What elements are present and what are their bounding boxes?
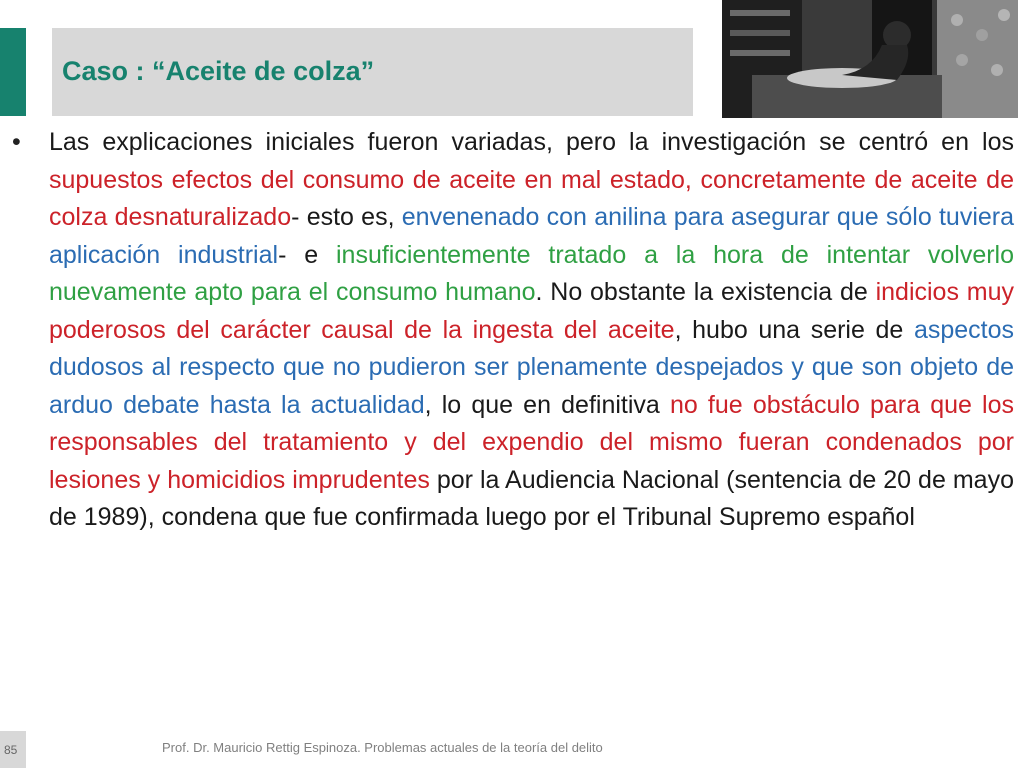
paragraph-segment: envenenado con anilina para asegurar que sólo tuviera aplicación industrial — [49, 203, 1015, 269]
title-accent-bar — [0, 28, 26, 116]
paragraph-segment: no fue obstáculo para que los responsables del tratamiento y del expendio del mismo fueran condenados por lesiones y homicidios imprudentes — [49, 390, 1015, 494]
paragraph-segment: - esto es, — [291, 203, 402, 231]
page-number: 85 — [4, 743, 18, 757]
paragraph-segment: insuficientemente tratado a la hora de intentar volverlo nuevamente apto para el consumo humano — [49, 240, 1015, 306]
paragraph-segment: supuestos efectos del consumo de aceite en mal estado, concretamente de aceite de colza desnaturalizado — [49, 165, 1014, 231]
paragraph-segment: - e — [278, 240, 336, 269]
footer-text: Prof. Dr. Mauricio Rettig Espinoza. Problemas actuales de la teoría del delito — [162, 740, 603, 755]
page-number-box — [0, 731, 26, 768]
paragraph-segment: Las explicaciones iniciales fueron variadas, pero la investigación se centró en los — [49, 128, 1014, 156]
slide-title: Caso : “Aceite de colza” — [62, 56, 375, 86]
header-photo — [722, 0, 1018, 118]
bullet-content — [12, 124, 1014, 537]
paragraph-segment: , hubo una serie de — [674, 315, 914, 344]
paragraph-segment: . No obstante la existencia de — [535, 278, 876, 306]
paragraph-segment: aspectos dudosos al respecto que no pudieron ser plenamente despejados y que son objeto de arduo debate hasta la actualidad — [49, 315, 1014, 419]
photo-icon — [722, 0, 1018, 118]
paragraph-segment: indicios muy poderosos del carácter causal de la ingesta del aceite — [49, 278, 1014, 344]
paragraph-segment: por la Audiencia Nacional (sentencia de 20 de mayo de 1989), condena que fue confirmada luego por el Tribunal Supremo español — [49, 465, 1014, 531]
title-box — [52, 28, 693, 116]
paragraph-segment: , lo que en definitiva — [424, 390, 670, 419]
bullet-paragraph — [49, 124, 1014, 537]
bullet-marker: • — [12, 128, 21, 156]
